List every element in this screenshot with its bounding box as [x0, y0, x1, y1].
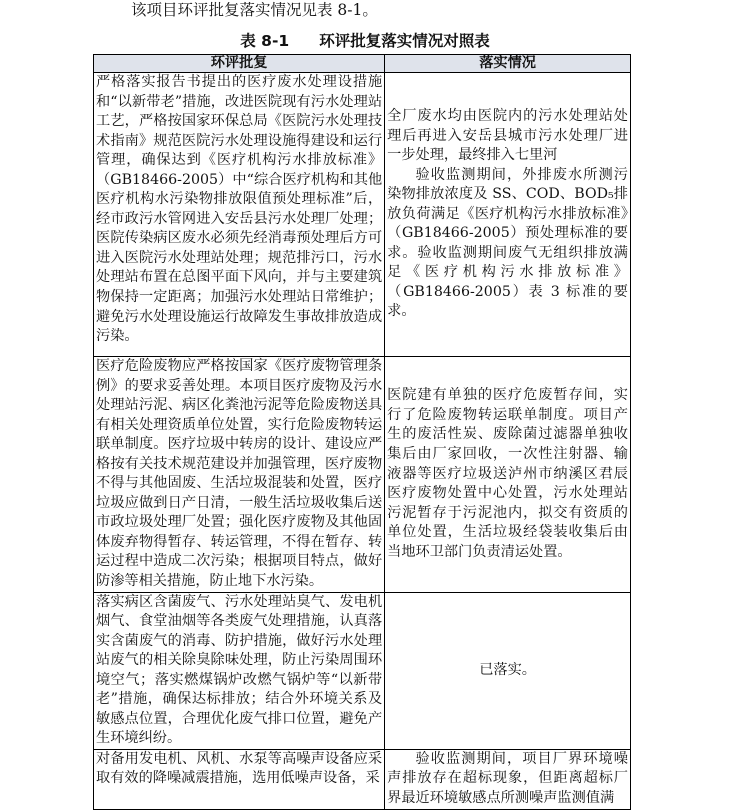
table-caption-title: 环评批复落实情况对照表 [319, 32, 490, 50]
row4-approval-cell: 对备用发电机、风机、水泵等高噪声设备应采取有效的降噪减震措施，选用低噪声设备，采 [94, 749, 385, 809]
intro-paragraph: 该项目环评批复落实情况见表 8-1。 [131, 1, 378, 19]
row1-implementation-cell [385, 73, 631, 357]
row4-implementation-cell: 验收监测期间，项目厂界环境噪声排放存在超标现象，但距离超标厂界最近环境敏感点所测噪声监测值满 [385, 749, 631, 809]
table-row [94, 357, 631, 593]
table-caption-number: 表 8-1 [240, 32, 290, 50]
row2-approval-cell: 医疗危险废物应严格按国家《医疗废物管理条例》的要求妥善处理。本项目医疗废物及污水处理站污泥、病区化粪池污泥等危险废物送具有相关处理资质单位处置，实行危险废物转运联单制度。医疗垃圾中转房的设计、建设应严格按有关技术规范建设并加强管理，医疗废物不得与其他固废、生活垃圾混装和处置，医疗垃圾应做到日产日清，一般生活垃圾收集后送市政垃圾处理厂处置；强化医疗废物及其他固体废弃物得暂存、转运管理，不得在暂存、转运过程中造成二次污染；根据项目特点，做好防渗等相关措施，防止地下水污染。 [94, 357, 385, 593]
approval-comparison-table [93, 54, 631, 810]
row1-approval-cell: 严格落实报告书提出的医疗废水处理设措施和“以新带老”措施，改进医院现有污水处理站工艺，严格按国家环保总局《医院污水处理技术指南》规范医院污水处理设施得建设和运行管理，确保达到《医疗机构污水排放标准》（GB18466-2005）中“综合医疗机构和其他医疗机构水污染物排放限值预处理标准”后，经市政污水管网进入安岳县污水处理厂处理；医院传染病区废水必须先经消毒预处理后方可进入医院污水处理站处理；规范排污口，污水处理站布置在总图平面下风向，并与主要建筑物保持一定距离；加强污水处理站日常维护；避免污水处理设施运行故障发生事故排放造成污染。 [94, 73, 385, 357]
header-implementation: 落实情况 [385, 55, 631, 73]
table-header-row [94, 55, 631, 73]
row3-approval-cell: 落实病区含菌废气、污水处理站臭气、发电机烟气、食堂油烟等各类废气处理措施，认真落实含菌废气的消毒、防护措施，做好污水处理站废气的相关除臭除味处理，防止污染周围环境空气；落实燃煤锅炉改燃气锅炉等“以新带老”措施，确保达标排放；结合外环境关系及敏感点位置，合理优化废气排口位置，避免产生环境纠纷。 [94, 592, 385, 749]
row1-implementation-p2: 验收监测期间，外排废水所测污染物排放浓度及 SS、COD、BOD₅排放负荷满足《医疗机构污水排放标准》（GB18466-2005）预处理标准的要求。验收监测期间废气无组织排放满足《医疗机构污水排放标准》（GB18466-2005）表 3 标准的要求。 [387, 166, 628, 320]
table-row [94, 749, 631, 809]
row3-implementation-cell: 已落实。 [385, 592, 631, 749]
table-row [94, 73, 631, 357]
table-row [94, 592, 631, 749]
row2-implementation-cell: 医院建有单独的医疗危废暂存间，实行了危险废物转运联单制度。项目产生的废活性炭、废除菌过滤器单独收集后由厂家回收，一次性注射器、输液器等医疗垃圾送泸州市纳溪区君辰医疗废物处置中心处置，污水处理站污泥暂存于污泥池内，拟交有资质的单位处置，生活垃圾经袋装收集后由当地环卫部门负责清运处置。 [385, 357, 631, 593]
row1-implementation-p1: 全厂废水均由医院内的污水处理站处理后再进入安岳县城市污水处理厂进一步处理，最终排入七里河 [387, 107, 628, 164]
table-caption [0, 31, 730, 51]
header-approval: 环评批复 [94, 55, 385, 73]
